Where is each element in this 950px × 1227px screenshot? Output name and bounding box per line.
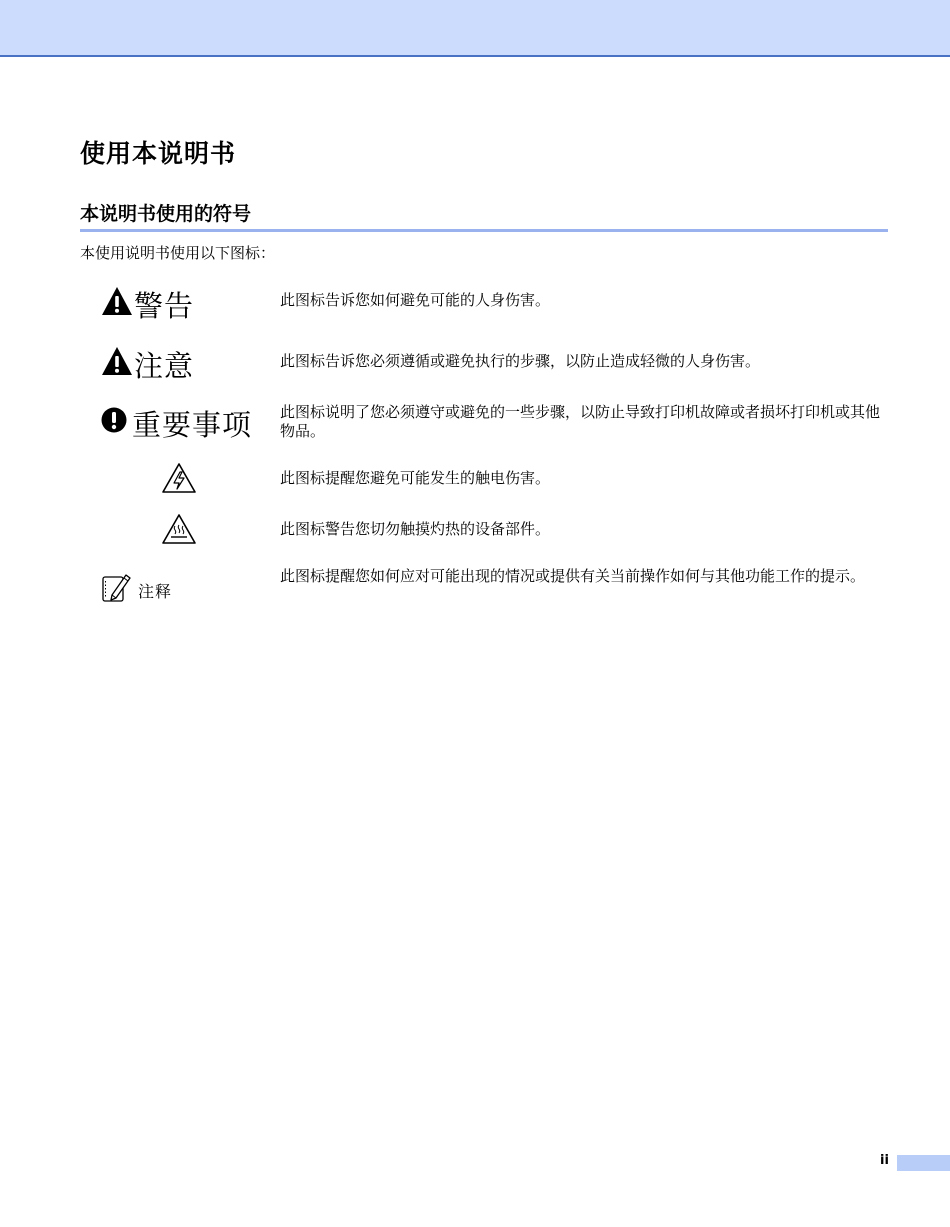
warning-label-text: 警告: [134, 289, 195, 323]
warning-triangle-icon: [100, 285, 134, 324]
important-label: [100, 403, 252, 444]
section-heading: 本说明书使用的符号: [80, 199, 888, 232]
page-number: ii: [880, 1153, 889, 1168]
note-label: [100, 571, 172, 610]
header-band: [0, 0, 950, 57]
page-title: 使用本说明书: [80, 139, 237, 168]
warning-description: 此图标告诉您如何避免可能的人身伤害。: [280, 291, 551, 309]
note-pencil-icon: [100, 571, 132, 610]
footer-tab: [897, 1155, 950, 1171]
electrical-description: 此图标提醒您避免可能发生的触电伤害。: [280, 469, 551, 487]
electrical-hazard-icon: [161, 462, 197, 498]
important-exclamation-icon: [100, 406, 128, 441]
caution-label: [100, 344, 194, 385]
hot-surface-icon: [161, 513, 197, 549]
caution-label-text: 注意: [134, 349, 195, 383]
intro-text: 本使用说明书使用以下图标：: [80, 244, 276, 262]
hot-surface-description: 此图标警告您切勿触摸灼热的设备部件。: [280, 520, 551, 538]
warning-label: [100, 284, 194, 325]
caution-triangle-icon: [100, 345, 134, 384]
note-description: 此图标提醒您如何应对可能出现的情况或提供有关当前操作如何与其他功能工作的提示。: [280, 567, 866, 585]
important-description: 此图标说明了您必须遵守或避免的一些步骤，以防止导致打印机故障或者损坏打印机或其他物品。: [280, 403, 881, 440]
caution-description: 此图标告诉您必须遵循或避免执行的步骤，以防止造成轻微的人身伤害。: [280, 352, 761, 370]
note-label-text: 注释: [138, 582, 173, 601]
important-label-text: 重要事项: [132, 408, 253, 442]
